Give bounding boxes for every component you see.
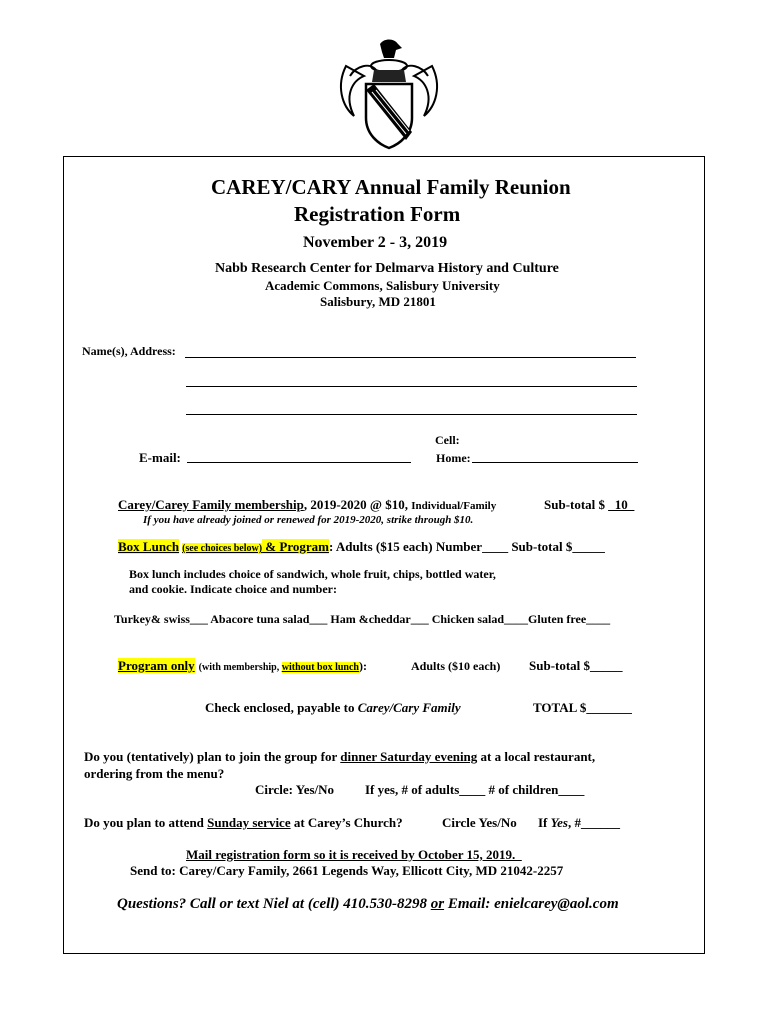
dinner-attendee-counts: If yes, # of adults____ # of children____	[365, 782, 585, 797]
sunday-circle-yes-no: Circle Yes/No	[442, 815, 517, 830]
cell-label: Cell:	[435, 433, 460, 447]
program-only-line	[118, 658, 367, 674]
home-label: Home:	[436, 451, 471, 465]
check-payee: Carey/Cary Family	[357, 700, 461, 715]
box-lunch-colon: :	[328, 539, 334, 554]
dinner-saturday-evening: dinner Saturday evening	[340, 749, 478, 764]
questions-or: or	[430, 896, 445, 912]
venue-name: Nabb Research Center for Delmarva History and Culture	[215, 261, 559, 276]
dinner-question-line2: ordering from the menu?	[84, 766, 225, 781]
address-field-line2[interactable]	[186, 386, 637, 387]
box-lunch-pricing: Adults ($15 each) Number____ Sub-total $_____	[333, 539, 605, 554]
questions-phone: Questions? Call or text Niel at (cell) 410.530-8298	[117, 896, 431, 912]
sunday-question-text-end: at Carey’s Church?	[290, 815, 403, 830]
membership-subtotal	[544, 497, 634, 513]
sunday-count	[538, 815, 620, 831]
dinner-question-text: Do you (tentatively) plan to join the group for	[84, 749, 341, 764]
email-label: E-mail:	[139, 450, 181, 465]
venue-address-line1: Academic Commons, Salisbury University	[265, 278, 500, 293]
membership-type: Individual/Family	[411, 500, 497, 512]
event-date: November 2 - 3, 2019	[303, 234, 448, 251]
sunday-if-prefix: If	[538, 815, 551, 830]
box-lunch-description-line1: Box lunch includes choice of sandwich, whole fruit, chips, bottled water,	[129, 567, 496, 581]
home-phone-field[interactable]	[472, 462, 638, 463]
sunday-question	[84, 815, 403, 831]
membership-note: If you have already joined or renewed for 2019-2020, strike through $10.	[143, 514, 474, 526]
membership-price: , 2019-2020 @ $10,	[303, 497, 412, 512]
program-only-label: Program only	[118, 658, 195, 673]
send-to-address: Send to: Carey/Cary Family, 2661 Legends Way, Ellicott City, MD 21042-2257	[130, 863, 564, 878]
program-only-without-lunch: without box lunch	[281, 662, 359, 673]
sunday-service: Sunday service	[207, 815, 291, 830]
email-field[interactable]	[187, 462, 411, 463]
names-address-label: Name(s), Address:	[82, 344, 176, 358]
form-title-line1: CAREY/CARY Annual Family Reunion	[211, 175, 571, 199]
venue-address-line2: Salisbury, MD 21801	[320, 294, 436, 309]
sandwich-choices: Turkey& swiss___ Abacore tuna salad___ Ham &cheddar___ Chicken salad____Gluten free____	[114, 612, 611, 626]
box-lunch-label: Box Lunch	[118, 539, 180, 554]
membership-subtotal-label: Sub-total $	[544, 497, 609, 512]
box-lunch-program: & Program	[262, 539, 329, 554]
membership-subtotal-value: _10_	[608, 497, 635, 512]
sunday-question-text: Do you plan to attend	[84, 815, 208, 830]
program-only-with-membership: (with membership	[198, 662, 277, 673]
program-only-comma: ,	[276, 662, 282, 673]
total-field: TOTAL $_______	[533, 700, 632, 715]
names-address-field[interactable]	[185, 357, 636, 358]
sunday-count-blank: , #______	[567, 815, 620, 830]
dinner-question-text-end: at a local restaurant,	[477, 749, 596, 764]
box-lunch-see-choices: (see choices below)	[182, 543, 263, 554]
form-title-line2: Registration Form	[294, 202, 461, 226]
check-payable-line	[205, 700, 461, 716]
dinner-question-line1	[84, 749, 595, 765]
check-enclosed-text: Check enclosed, payable to	[205, 700, 358, 715]
address-field-line3[interactable]	[186, 414, 637, 415]
program-only-subtotal: Sub-total $_____	[529, 658, 623, 673]
program-only-close: ):	[358, 659, 367, 673]
box-lunch-line	[118, 539, 605, 555]
membership-line	[118, 497, 496, 513]
questions-contact	[117, 896, 619, 913]
questions-email: Email: enielcarey@aol.com	[444, 896, 619, 912]
family-crest-icon	[336, 36, 442, 152]
program-only-adults: Adults ($10 each)	[411, 659, 501, 673]
dinner-circle-yes-no: Circle: Yes/No	[255, 782, 335, 797]
mail-deadline: Mail registration form so it is received by October 15, 2019.	[186, 847, 522, 862]
membership-label: Carey/Carey Family membership	[118, 497, 304, 512]
sunday-if-yes: Yes	[550, 815, 568, 830]
box-lunch-description-line2: and cookie. Indicate choice and number:	[129, 582, 338, 596]
